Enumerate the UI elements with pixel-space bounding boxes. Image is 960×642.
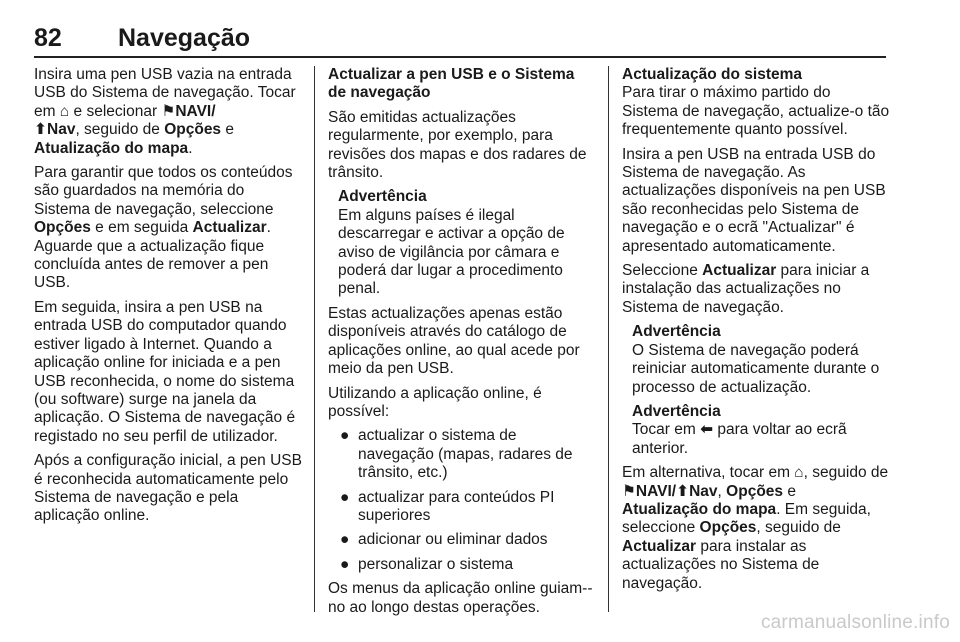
paragraph: Em seguida, insira a pen USB na entrada USB do computador quando estiver ligado à Internet. Quando a aplicação online for iniciada e a pen USB reconhecida, o nome do sistema (ou software) surge na janela da aplicação. O Sistema de navegação é registado no seu perfil de utilizador. (34, 298, 296, 445)
page-header (34, 24, 886, 52)
paragraph: Utilizando a aplicação online, é possível: (328, 384, 542, 420)
list-item: ● personalizar o sistema (340, 555, 514, 573)
flag-icon: ⚑ (161, 102, 176, 120)
paragraph: Em alternativa, tocar em ⌂, seguido de ⚑NAVI/⬆Nav, Opções e Atualização do mapa. Em seguida, seleccione Opções, seguido de Actualizar para instalar as actualizações no Sistema de navegação. (622, 464, 889, 592)
paragraph: Para tirar o máximo partido do Sistema de navegação, actualize-o tão frequentemente quanto possível. (622, 84, 890, 139)
page-number: 82 (34, 24, 62, 52)
bullet-icon: ● (340, 488, 350, 506)
bullet-icon: ● (340, 427, 350, 445)
watermark: carmanualsonline.info (760, 612, 950, 633)
column-2 (328, 66, 596, 623)
note-text: O Sistema de navegação poderá reiniciar automaticamente durante o processo de actualização. (632, 341, 880, 396)
bullet-icon: ● (340, 555, 350, 573)
home-icon: ⌂ (794, 464, 804, 482)
flag-icon: ⚑ (622, 482, 636, 500)
column-1 (34, 66, 302, 532)
paragraph: São emitidas actualizações regularmente, por exemplo, para revisões dos mapas e dos radares de trânsito. (328, 108, 587, 182)
paragraph: Insira uma pen USB vazia na entrada USB do Sistema de navegação. Tocar em ⌂ e selecionar ⚑NAVI/ ⬆Nav, seguido de Opções e Atualização do mapa. (34, 66, 296, 157)
note-title: Advertência (632, 402, 721, 420)
column-3 (622, 66, 890, 599)
home-icon: ⌂ (59, 102, 70, 120)
list-item: ● actualizar para conteúdos PI superiores (340, 488, 555, 524)
note-text: Tocar em ⬅ para voltar ao ecrã anterior. (632, 421, 847, 457)
bullet-icon: ● (340, 531, 350, 549)
paragraph: Insira a pen USB na entrada USB do Sistema de navegação. As actualizações disponíveis na pen USB são reconhecidas pelo Sistema de navegação e o ecrã "Actualizar" é apresentado automaticamente. (622, 145, 886, 255)
warning-note (338, 188, 596, 298)
list-item: ● actualizar o sistema de navegação (mapas, radares de trânsito, etc.) (340, 427, 573, 482)
column-divider (314, 66, 315, 612)
note-title: Advertência (338, 188, 427, 206)
section-heading: Actualização do sistema (622, 66, 803, 83)
bullet-list (328, 427, 596, 574)
navigation-arrow-icon: ⬆ (676, 482, 690, 500)
paragraph: Seleccione Actualizar para iniciar a instalação das actualizações no Sistema de navegação. (622, 262, 870, 316)
paragraph: Para garantir que todos os conteúdos são guardados na memória do Sistema de navegação, seleccione Opções e em seguida Actualizar. Aguarde que a actualização fique concluída antes de remover a pen USB. (34, 164, 293, 292)
paragraph: Estas actualizações apenas estão disponíveis através do catálogo de aplicações online, ao qual acede por meio da pen USB. (328, 304, 580, 378)
list-item: ● adicionar ou eliminar dados (340, 531, 548, 549)
note-text: Em alguns países é ilegal descarregar e activar a opção de aviso de vigilância por câmara e poderá dar lugar a procedimento penal. (338, 206, 565, 298)
chapter-title: Navegação (118, 24, 251, 52)
back-arrow-icon: ⬅ (700, 421, 714, 439)
paragraph: Após a configuração inicial, a pen USB é reconhecida automaticamente pelo Sistema de navegação e pela aplicação online. (34, 452, 302, 525)
note-title: Advertência (632, 323, 721, 341)
navigation-arrow-icon: ⬆ (34, 121, 47, 139)
header-rule (34, 56, 886, 58)
warning-note (632, 323, 890, 397)
section-heading: Actualizar a pen USB e o Sistema de navegação (328, 66, 575, 102)
column-divider (608, 66, 609, 612)
warning-note (632, 403, 890, 458)
paragraph: Os menus da aplicação online guiam--no ao longo destas operações. (328, 580, 593, 616)
